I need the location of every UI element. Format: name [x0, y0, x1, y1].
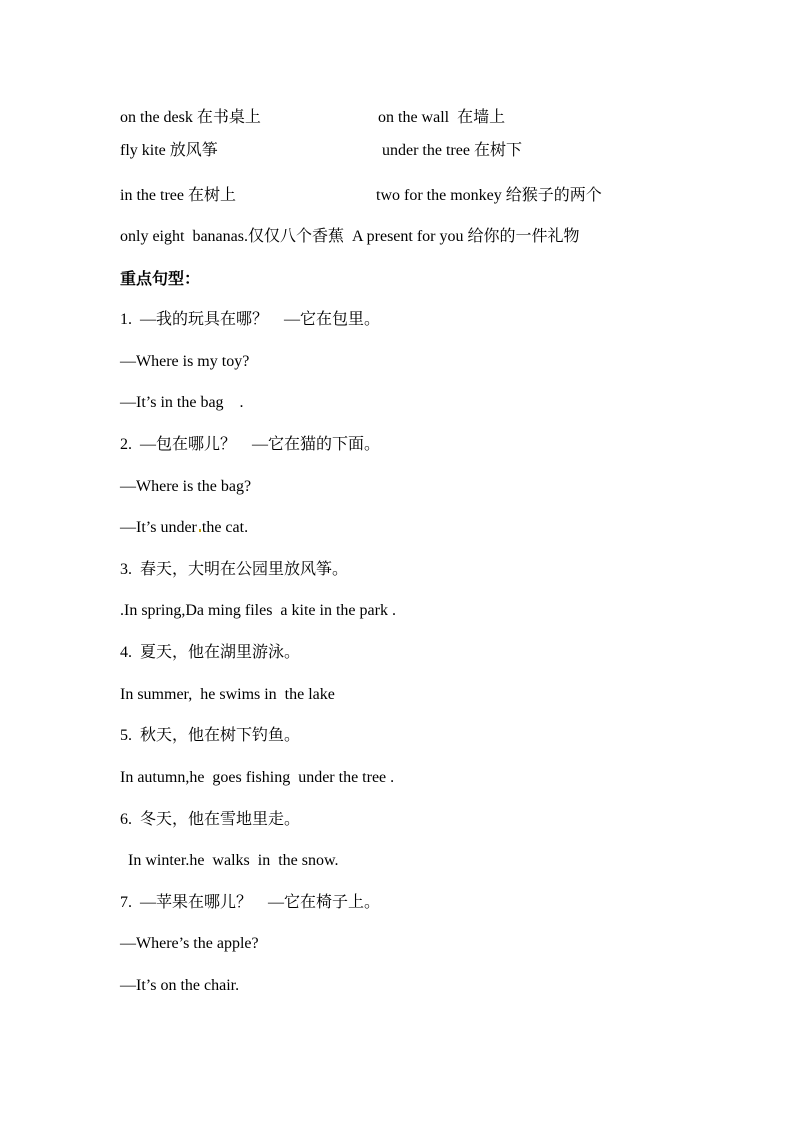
vocab-in-the-tree: in the tree 在树上 — [120, 187, 236, 204]
sentence-3-english: .In spring,Da ming files a kite in the park . — [120, 602, 396, 619]
vocab-under-the-tree: under the tree 在树下 — [382, 142, 522, 159]
sentence-6-english: In winter.he walks in the snow. — [120, 852, 339, 869]
sentence-6-chinese: 6. 冬天，他在雪地里走。 — [120, 811, 301, 828]
sentence-1-answer: —It’s in the bag . — [120, 394, 244, 411]
sentence-2-chinese: 2. —包在哪儿？ —它在猫的下面。 — [120, 436, 381, 453]
section-heading: 重点句型： — [120, 269, 201, 288]
vocab-on-the-desk: on the desk 在书桌上 — [120, 109, 261, 126]
sentence-1-chinese: 1. —我的玩具在哪？ —它在包里。 — [120, 311, 381, 328]
vocab-only-eight-bananas: only eight bananas.仅仅八个香蕉 A present for you 给你的一件礼物 — [120, 228, 580, 245]
sentence-2-answer-start: —It’s under — [120, 519, 197, 536]
sentence-2-answer — [120, 518, 248, 538]
highlight-mark — [199, 529, 201, 532]
sentence-5-english: In autumn,he goes fishing under the tree . — [120, 769, 395, 786]
sentence-2-question: —Where is the bag? — [120, 478, 252, 495]
sentence-7-question: —Where’s the apple? — [120, 935, 259, 952]
vocab-fly-kite: fly kite 放风筝 — [120, 142, 218, 159]
sentence-4-english: In summer, he swims in the lake — [120, 686, 335, 703]
sentence-7-answer: —It’s on the chair. — [120, 977, 240, 994]
vocab-on-the-wall: on the wall 在墙上 — [378, 109, 506, 126]
sentence-3-chinese: 3. 春天，大明在公园里放风筝。 — [120, 561, 349, 578]
sentence-7-chinese: 7. —苹果在哪儿？ —它在椅子上。 — [120, 894, 381, 911]
sentence-2-answer-end: the cat. — [201, 519, 249, 536]
sentence-4-chinese: 4. 夏天，他在湖里游泳。 — [120, 644, 301, 661]
sentence-5-chinese: 5. 秋天，他在树下钓鱼。 — [120, 727, 301, 744]
vocab-two-for-the-monkey: two for the monkey 给猴子的两个 — [376, 187, 602, 204]
sentence-1-question: —Where is my toy? — [120, 353, 250, 370]
